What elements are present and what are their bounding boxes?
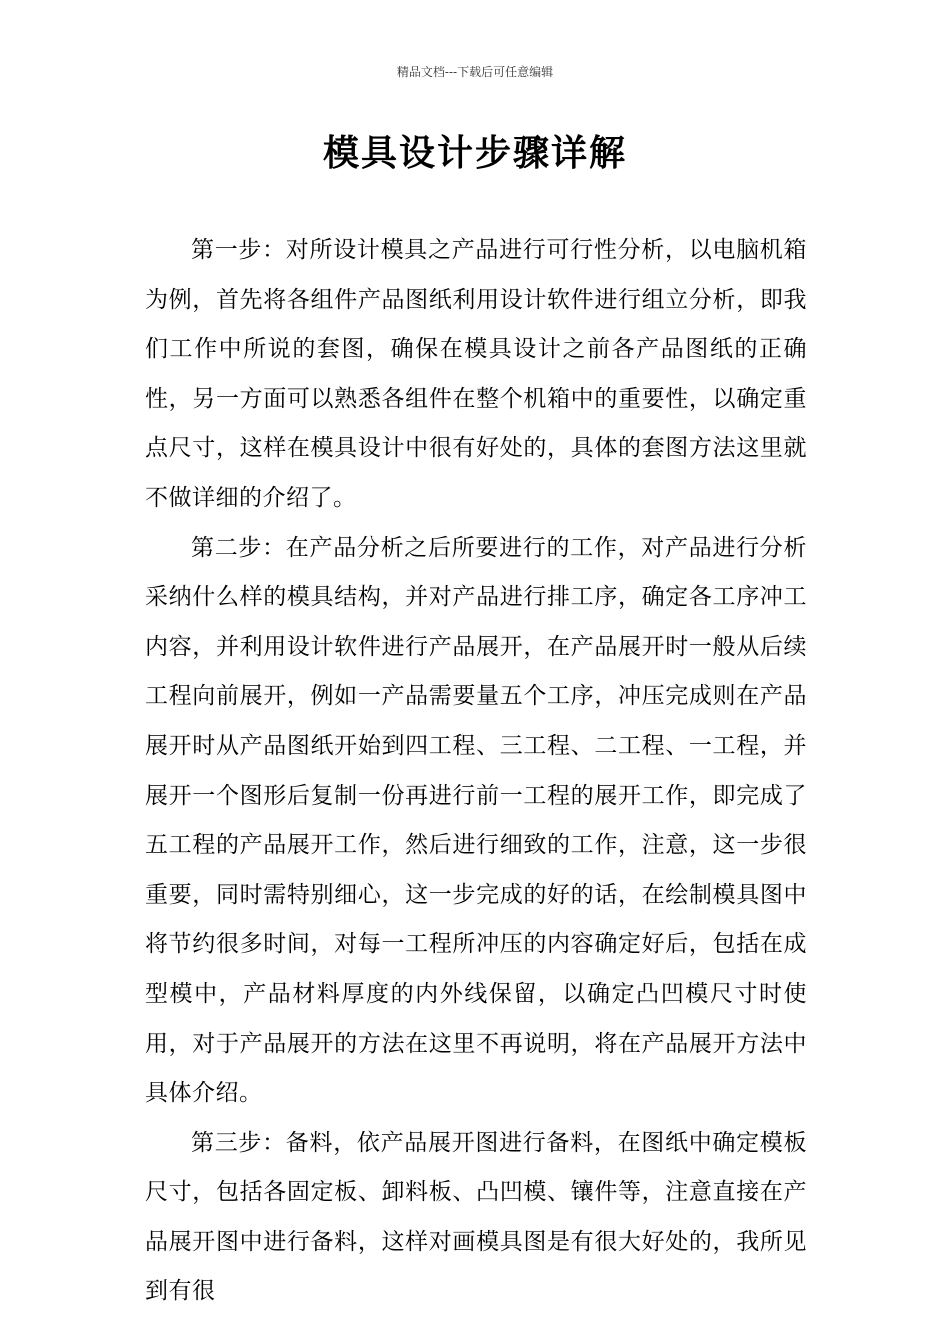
header-note: 精品文档---下载后可任意编辑 (396, 65, 554, 79)
document-body (145, 226, 807, 1317)
document-title: 模具设计步骤详解 (322, 132, 627, 174)
paragraph-step-1: 第一步：对所设计模具之产品进行可行性分析，以电脑机箱为例，首先将各组件产品图纸利用设计软件进行组立分析，即我们工作中所说的套图，确保在模具设计之前各产品图纸的正确性，另一方面可以熟悉各组件在整个机箱中的重要性，以确定重点尺寸，这样在模具设计中很有好处的，具体的套图方法这里就不做详细的介绍了。 (145, 237, 807, 511)
paragraph-step-3: 第三步：备料，依产品展开图进行备料，在图纸中确定模板尺寸，包括各固定板、卸料板、凸凹模、镶件等，注意直接在产品展开图中进行备料，这样对画模具图是有很大好处的，我所见到有很 (145, 1129, 807, 1305)
paragraph-step-2: 第二步：在产品分析之后所要进行的工作，对产品进行分析采纳什么样的模具结构，并对产品进行排工序，确定各工序冲工内容，并利用设计软件进行产品展开，在产品展开时一般从后续工程向前展开，例如一产品需要量五个工序，冲压完成则在产品展开时从产品图纸开始到四工程、三工程、二工程、一工程，并展开一个图形后复制一份再进行前一工程的展开工作，即完成了五工程的产品展开工作，然后进行细致的工作，注意，这一步很重要，同时需特别细心，这一步完成的好的话，在绘制模具图中将节约很多时间，对每一工程所冲压的内容确定好后，包括在成型模中，产品材料厚度的内外线保留，以确定凸凹模尺寸时使用，对于产品展开的方法在这里不再说明，将在产品展开方法中具体介绍。 (145, 534, 807, 1107)
